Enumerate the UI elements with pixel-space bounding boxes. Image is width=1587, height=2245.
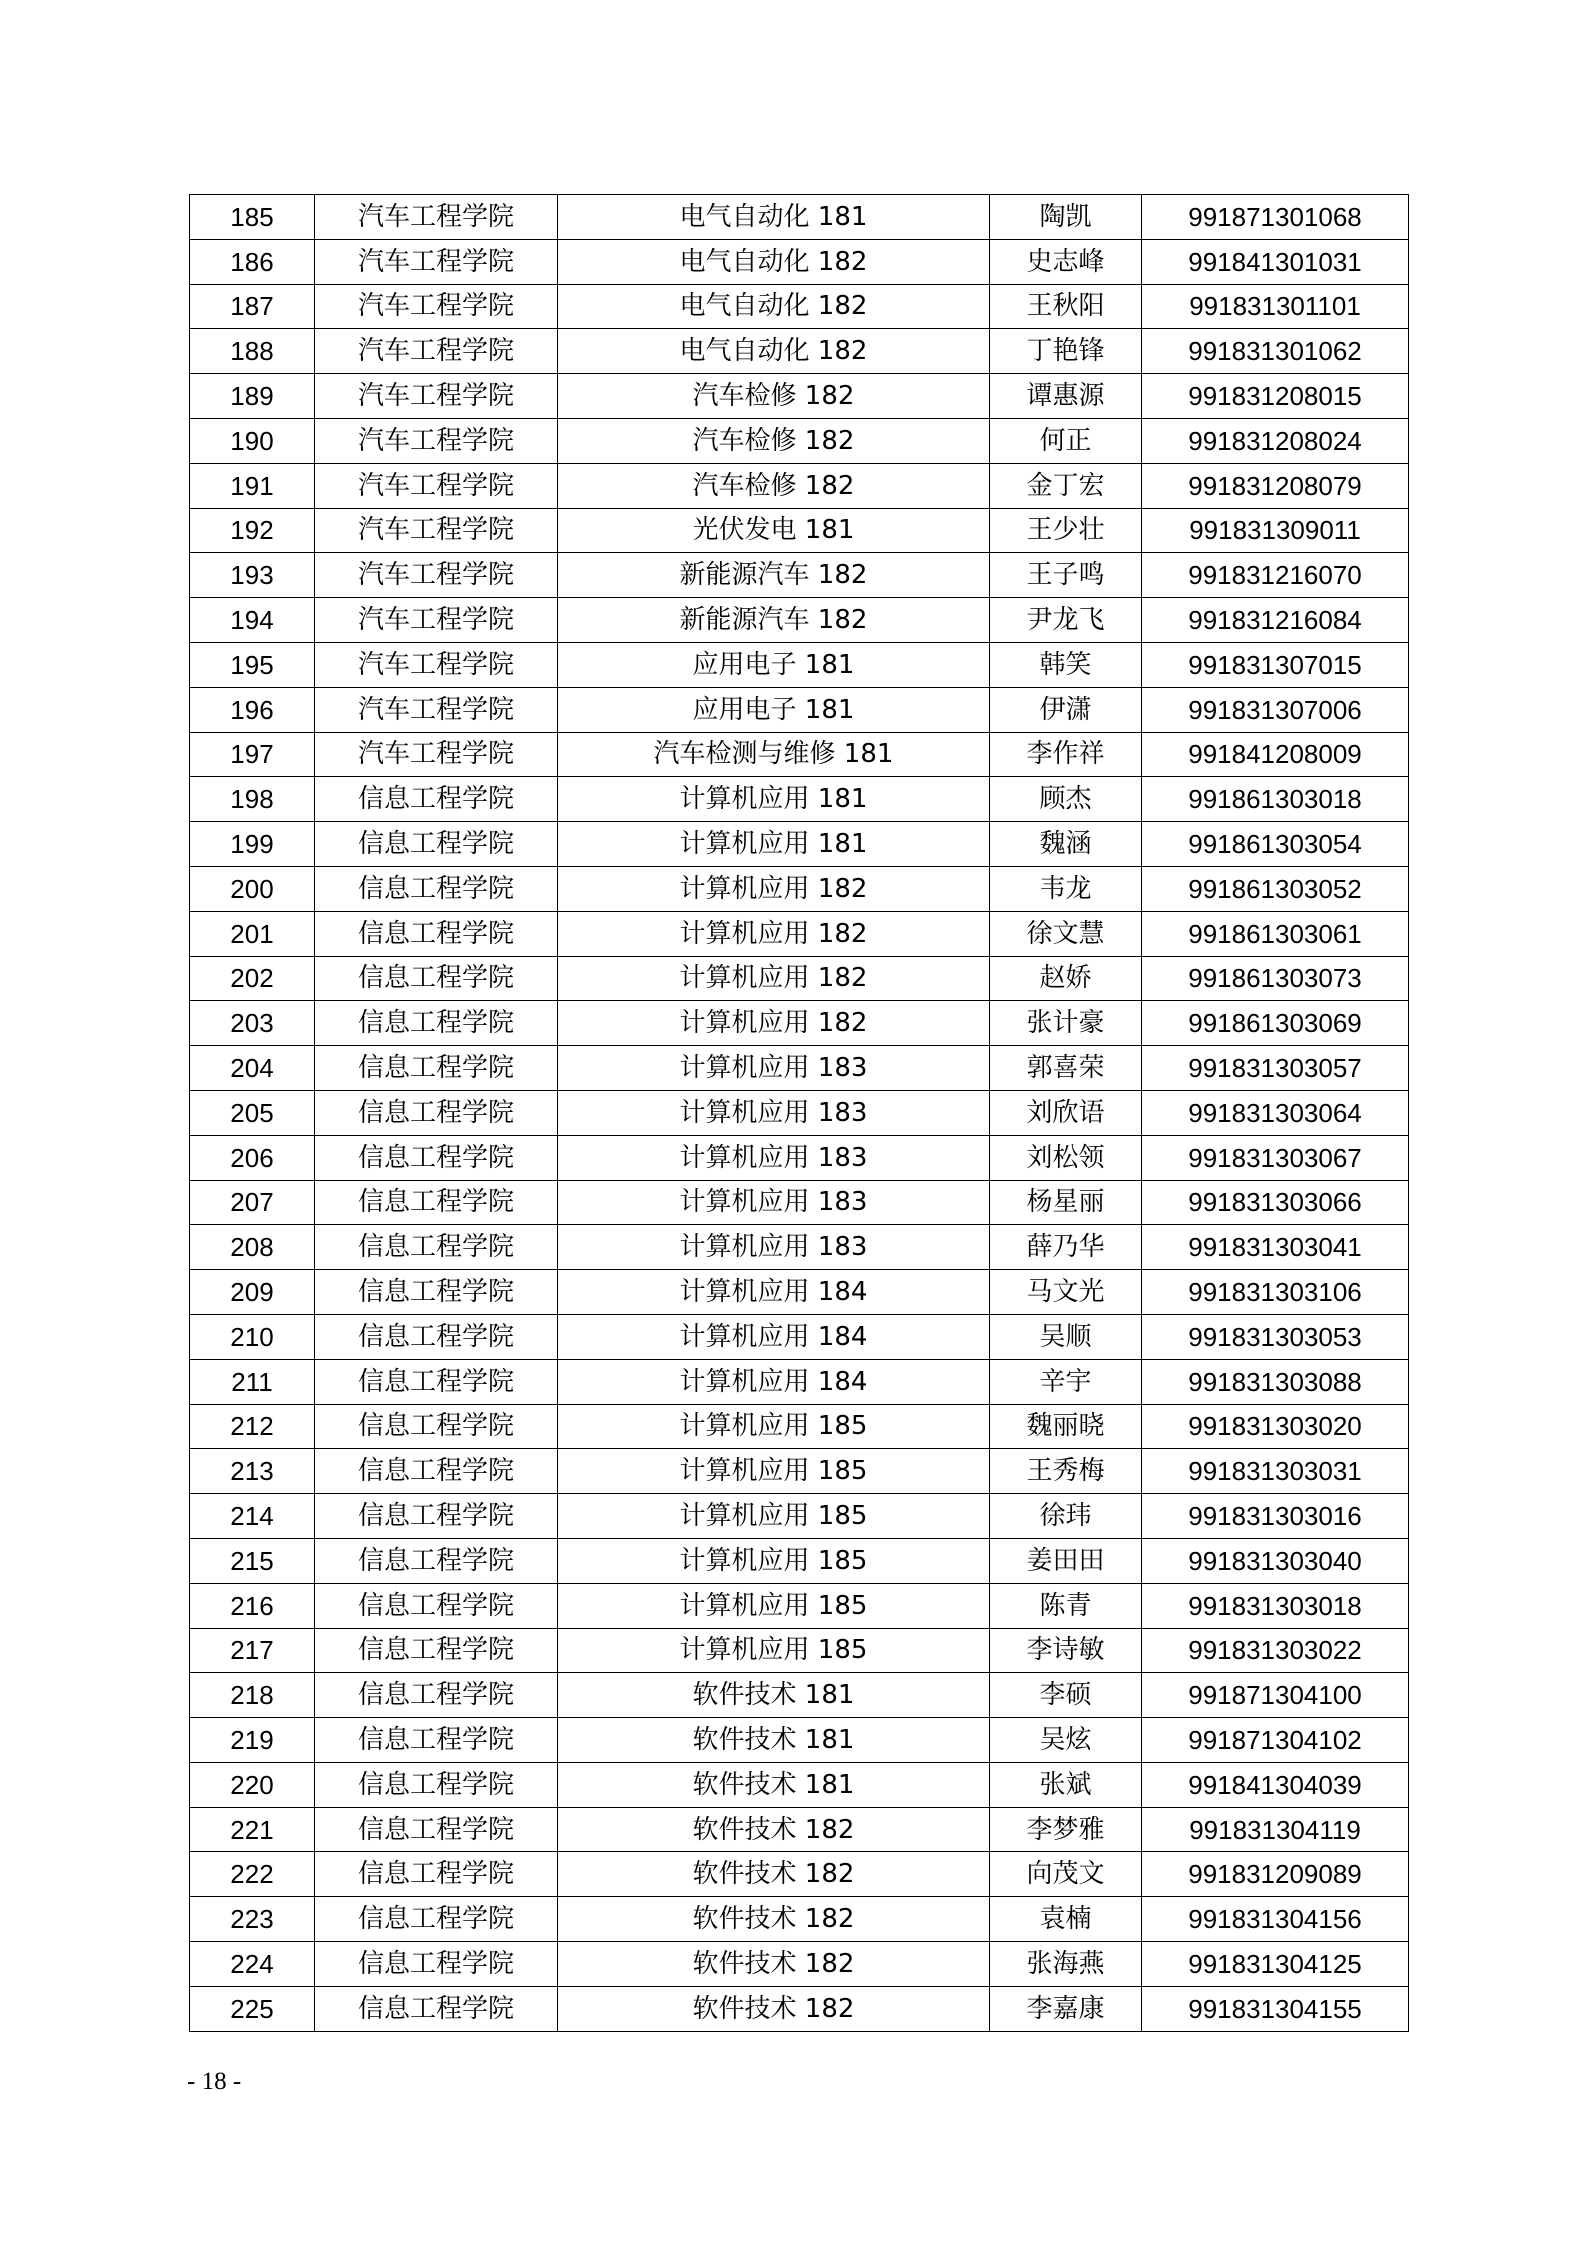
table-row (190, 195, 1409, 240)
row-number-cell: 208 (190, 1225, 315, 1270)
student-id-cell: 991871304100 (1142, 1673, 1409, 1718)
student-name-cell: 李诗敏 (990, 1628, 1142, 1673)
college-cell: 汽车工程学院 (315, 284, 558, 329)
class-cell: 新能源汽车 182 (558, 598, 990, 643)
class-cell: 计算机应用 183 (558, 1090, 990, 1135)
student-name-cell: 徐玮 (990, 1494, 1142, 1539)
table-row (190, 687, 1409, 732)
student-id-cell: 991841301031 (1142, 239, 1409, 284)
student-name-cell: 张海燕 (990, 1942, 1142, 1987)
class-cell: 计算机应用 185 (558, 1628, 990, 1673)
row-number-cell: 211 (190, 1359, 315, 1404)
row-number-cell: 202 (190, 956, 315, 1001)
row-number-cell: 188 (190, 329, 315, 374)
table-row (190, 732, 1409, 777)
class-cell: 计算机应用 184 (558, 1314, 990, 1359)
table-row (190, 374, 1409, 419)
table-row (190, 463, 1409, 508)
student-name-cell: 张计豪 (990, 1001, 1142, 1046)
college-cell: 信息工程学院 (315, 866, 558, 911)
table-row (190, 1538, 1409, 1583)
class-cell: 计算机应用 185 (558, 1538, 990, 1583)
table-row (190, 866, 1409, 911)
college-cell: 信息工程学院 (315, 1270, 558, 1315)
college-cell: 汽车工程学院 (315, 732, 558, 777)
row-number-cell: 195 (190, 642, 315, 687)
student-name-cell: 李硕 (990, 1673, 1142, 1718)
row-number-cell: 207 (190, 1180, 315, 1225)
table-row (190, 239, 1409, 284)
table-row (190, 1001, 1409, 1046)
student-name-cell: 袁楠 (990, 1897, 1142, 1942)
row-number-cell: 186 (190, 239, 315, 284)
student-name-cell: 刘松领 (990, 1135, 1142, 1180)
table-row (190, 1135, 1409, 1180)
student-id-cell: 991831304156 (1142, 1897, 1409, 1942)
class-cell: 电气自动化 182 (558, 284, 990, 329)
table-row (190, 911, 1409, 956)
row-number-cell: 198 (190, 777, 315, 822)
table-row (190, 1404, 1409, 1449)
college-cell: 汽车工程学院 (315, 553, 558, 598)
student-id-cell: 991831303088 (1142, 1359, 1409, 1404)
table-row (190, 1942, 1409, 1987)
row-number-cell: 205 (190, 1090, 315, 1135)
class-cell: 汽车检测与维修 181 (558, 732, 990, 777)
college-cell: 信息工程学院 (315, 1359, 558, 1404)
row-number-cell: 215 (190, 1538, 315, 1583)
table-row (190, 1359, 1409, 1404)
student-id-cell: 991831303016 (1142, 1494, 1409, 1539)
student-name-cell: 李嘉康 (990, 1986, 1142, 2031)
student-name-cell: 魏涵 (990, 822, 1142, 867)
row-number-cell: 204 (190, 1046, 315, 1091)
student-name-cell: 王秋阳 (990, 284, 1142, 329)
student-name-cell: 姜田田 (990, 1538, 1142, 1583)
student-name-cell: 李梦雅 (990, 1807, 1142, 1852)
student-name-cell: 王秀梅 (990, 1449, 1142, 1494)
row-number-cell: 189 (190, 374, 315, 419)
row-number-cell: 190 (190, 418, 315, 463)
table-row (190, 1628, 1409, 1673)
page-number: - 18 - (187, 2068, 242, 2095)
student-id-cell: 991831303031 (1142, 1449, 1409, 1494)
student-name-cell: 何正 (990, 418, 1142, 463)
student-id-cell: 991841208009 (1142, 732, 1409, 777)
class-cell: 计算机应用 185 (558, 1404, 990, 1449)
row-number-cell: 219 (190, 1718, 315, 1763)
student-name-cell: 薛乃华 (990, 1225, 1142, 1270)
student-id-cell: 991841304039 (1142, 1762, 1409, 1807)
class-cell: 计算机应用 183 (558, 1046, 990, 1091)
class-cell: 计算机应用 184 (558, 1270, 990, 1315)
student-id-cell: 991831216084 (1142, 598, 1409, 643)
student-name-cell: 陈青 (990, 1583, 1142, 1628)
student-id-cell: 991831304119 (1142, 1807, 1409, 1852)
class-cell: 汽车检修 182 (558, 463, 990, 508)
college-cell: 汽车工程学院 (315, 687, 558, 732)
class-cell: 计算机应用 183 (558, 1135, 990, 1180)
row-number-cell: 220 (190, 1762, 315, 1807)
table-row (190, 1449, 1409, 1494)
student-id-cell: 991831303053 (1142, 1314, 1409, 1359)
table-row (190, 1762, 1409, 1807)
student-name-cell: 史志峰 (990, 239, 1142, 284)
college-cell: 汽车工程学院 (315, 642, 558, 687)
table-row (190, 1852, 1409, 1897)
class-cell: 计算机应用 182 (558, 911, 990, 956)
student-name-cell: 魏丽晓 (990, 1404, 1142, 1449)
student-name-cell: 金丁宏 (990, 463, 1142, 508)
college-cell: 汽车工程学院 (315, 598, 558, 643)
row-number-cell: 196 (190, 687, 315, 732)
table-row (190, 1046, 1409, 1091)
college-cell: 信息工程学院 (315, 1628, 558, 1673)
row-number-cell: 191 (190, 463, 315, 508)
class-cell: 应用电子 181 (558, 642, 990, 687)
college-cell: 信息工程学院 (315, 911, 558, 956)
class-cell: 软件技术 181 (558, 1762, 990, 1807)
college-cell: 信息工程学院 (315, 777, 558, 822)
student-id-cell: 991871304102 (1142, 1718, 1409, 1763)
class-cell: 计算机应用 182 (558, 956, 990, 1001)
student-id-cell: 991831303018 (1142, 1583, 1409, 1628)
table-row (190, 1583, 1409, 1628)
student-name-cell: 马文光 (990, 1270, 1142, 1315)
row-number-cell: 185 (190, 195, 315, 240)
college-cell: 信息工程学院 (315, 1001, 558, 1046)
student-id-cell: 991831303040 (1142, 1538, 1409, 1583)
student-id-cell: 991861303073 (1142, 956, 1409, 1001)
table-row (190, 777, 1409, 822)
student-name-cell: 谭惠源 (990, 374, 1142, 419)
college-cell: 信息工程学院 (315, 1404, 558, 1449)
table-row (190, 284, 1409, 329)
college-cell: 信息工程学院 (315, 1583, 558, 1628)
college-cell: 信息工程学院 (315, 1538, 558, 1583)
student-id-cell: 991831303067 (1142, 1135, 1409, 1180)
class-cell: 软件技术 181 (558, 1673, 990, 1718)
student-name-cell: 吴炫 (990, 1718, 1142, 1763)
class-cell: 计算机应用 184 (558, 1359, 990, 1404)
row-number-cell: 225 (190, 1986, 315, 2031)
row-number-cell: 203 (190, 1001, 315, 1046)
row-number-cell: 210 (190, 1314, 315, 1359)
row-number-cell: 221 (190, 1807, 315, 1852)
row-number-cell: 193 (190, 553, 315, 598)
table-row (190, 1225, 1409, 1270)
student-id-cell: 991831307006 (1142, 687, 1409, 732)
student-name-cell: 张斌 (990, 1762, 1142, 1807)
class-cell: 汽车检修 182 (558, 374, 990, 419)
table-row (190, 508, 1409, 553)
row-number-cell: 201 (190, 911, 315, 956)
student-name-cell: 辛宇 (990, 1359, 1142, 1404)
table-row (190, 1807, 1409, 1852)
class-cell: 计算机应用 185 (558, 1583, 990, 1628)
table-row (190, 1986, 1409, 2031)
class-cell: 软件技术 182 (558, 1807, 990, 1852)
student-name-cell: 韩笑 (990, 642, 1142, 687)
class-cell: 新能源汽车 182 (558, 553, 990, 598)
college-cell: 汽车工程学院 (315, 239, 558, 284)
table-row (190, 1897, 1409, 1942)
college-cell: 信息工程学院 (315, 1494, 558, 1539)
class-cell: 光伏发电 181 (558, 508, 990, 553)
table-row (190, 598, 1409, 643)
class-cell: 软件技术 182 (558, 1852, 990, 1897)
class-cell: 计算机应用 182 (558, 866, 990, 911)
student-id-cell: 991831208024 (1142, 418, 1409, 463)
row-number-cell: 194 (190, 598, 315, 643)
student-name-cell: 徐文慧 (990, 911, 1142, 956)
row-number-cell: 217 (190, 1628, 315, 1673)
student-name-cell: 丁艳锋 (990, 329, 1142, 374)
student-id-cell: 991861303061 (1142, 911, 1409, 956)
table-row (190, 553, 1409, 598)
student-id-cell: 991871301068 (1142, 195, 1409, 240)
class-cell: 计算机应用 181 (558, 777, 990, 822)
class-cell: 电气自动化 182 (558, 329, 990, 374)
student-id-cell: 991831301101 (1142, 284, 1409, 329)
college-cell: 信息工程学院 (315, 1090, 558, 1135)
class-cell: 计算机应用 183 (558, 1180, 990, 1225)
college-cell: 信息工程学院 (315, 1762, 558, 1807)
student-name-cell: 陶凯 (990, 195, 1142, 240)
student-id-cell: 991831303041 (1142, 1225, 1409, 1270)
table-row (190, 329, 1409, 374)
table-row (190, 1270, 1409, 1315)
class-cell: 汽车检修 182 (558, 418, 990, 463)
student-id-cell: 991831303064 (1142, 1090, 1409, 1135)
row-number-cell: 197 (190, 732, 315, 777)
table-row (190, 642, 1409, 687)
row-number-cell: 214 (190, 1494, 315, 1539)
student-id-cell: 991831209089 (1142, 1852, 1409, 1897)
student-list-table (189, 194, 1409, 2032)
student-id-cell: 991831303022 (1142, 1628, 1409, 1673)
row-number-cell: 206 (190, 1135, 315, 1180)
row-number-cell: 222 (190, 1852, 315, 1897)
class-cell: 软件技术 182 (558, 1986, 990, 2031)
table-row (190, 956, 1409, 1001)
college-cell: 信息工程学院 (315, 1673, 558, 1718)
college-cell: 信息工程学院 (315, 1852, 558, 1897)
class-cell: 软件技术 181 (558, 1718, 990, 1763)
student-name-cell: 顾杰 (990, 777, 1142, 822)
student-name-cell: 杨星丽 (990, 1180, 1142, 1225)
college-cell: 汽车工程学院 (315, 329, 558, 374)
class-cell: 应用电子 181 (558, 687, 990, 732)
row-number-cell: 216 (190, 1583, 315, 1628)
student-name-cell: 吴顺 (990, 1314, 1142, 1359)
student-id-cell: 991831303020 (1142, 1404, 1409, 1449)
row-number-cell: 223 (190, 1897, 315, 1942)
table-row (190, 1673, 1409, 1718)
row-number-cell: 224 (190, 1942, 315, 1987)
class-cell: 电气自动化 181 (558, 195, 990, 240)
class-cell: 计算机应用 181 (558, 822, 990, 867)
student-name-cell: 向茂文 (990, 1852, 1142, 1897)
table-row (190, 1718, 1409, 1763)
student-name-cell: 赵娇 (990, 956, 1142, 1001)
row-number-cell: 192 (190, 508, 315, 553)
student-id-cell: 991831301062 (1142, 329, 1409, 374)
college-cell: 信息工程学院 (315, 1897, 558, 1942)
student-name-cell: 王子鸣 (990, 553, 1142, 598)
class-cell: 计算机应用 182 (558, 1001, 990, 1046)
student-id-cell: 991831303057 (1142, 1046, 1409, 1091)
student-id-cell: 991831304125 (1142, 1942, 1409, 1987)
college-cell: 汽车工程学院 (315, 195, 558, 240)
college-cell: 信息工程学院 (315, 1807, 558, 1852)
class-cell: 电气自动化 182 (558, 239, 990, 284)
row-number-cell: 199 (190, 822, 315, 867)
student-name-cell: 李作祥 (990, 732, 1142, 777)
class-cell: 计算机应用 185 (558, 1449, 990, 1494)
college-cell: 信息工程学院 (315, 1718, 558, 1763)
row-number-cell: 209 (190, 1270, 315, 1315)
college-cell: 汽车工程学院 (315, 418, 558, 463)
student-id-cell: 991831309011 (1142, 508, 1409, 553)
student-id-cell: 991831208015 (1142, 374, 1409, 419)
college-cell: 信息工程学院 (315, 1046, 558, 1091)
table-body (190, 195, 1409, 2032)
student-id-cell: 991831304155 (1142, 1986, 1409, 2031)
row-number-cell: 200 (190, 866, 315, 911)
row-number-cell: 213 (190, 1449, 315, 1494)
class-cell: 软件技术 182 (558, 1897, 990, 1942)
student-id-cell: 991831208079 (1142, 463, 1409, 508)
college-cell: 信息工程学院 (315, 822, 558, 867)
class-cell: 计算机应用 183 (558, 1225, 990, 1270)
row-number-cell: 187 (190, 284, 315, 329)
table-row (190, 1180, 1409, 1225)
table-row (190, 418, 1409, 463)
student-name-cell: 郭喜荣 (990, 1046, 1142, 1091)
student-id-cell: 991831307015 (1142, 642, 1409, 687)
college-cell: 汽车工程学院 (315, 463, 558, 508)
college-cell: 信息工程学院 (315, 1180, 558, 1225)
college-cell: 信息工程学院 (315, 1942, 558, 1987)
student-id-cell: 991861303069 (1142, 1001, 1409, 1046)
student-id-cell: 991861303054 (1142, 822, 1409, 867)
table-row (190, 1314, 1409, 1359)
table-row (190, 1090, 1409, 1135)
student-name-cell: 刘欣语 (990, 1090, 1142, 1135)
college-cell: 信息工程学院 (315, 1225, 558, 1270)
table-row (190, 1494, 1409, 1539)
college-cell: 信息工程学院 (315, 1449, 558, 1494)
student-name-cell: 伊潇 (990, 687, 1142, 732)
row-number-cell: 212 (190, 1404, 315, 1449)
student-name-cell: 尹龙飞 (990, 598, 1142, 643)
college-cell: 汽车工程学院 (315, 374, 558, 419)
table-row (190, 822, 1409, 867)
college-cell: 信息工程学院 (315, 1986, 558, 2031)
student-name-cell: 王少壮 (990, 508, 1142, 553)
row-number-cell: 218 (190, 1673, 315, 1718)
student-id-cell: 991831303106 (1142, 1270, 1409, 1315)
student-id-cell: 991861303018 (1142, 777, 1409, 822)
college-cell: 信息工程学院 (315, 956, 558, 1001)
student-id-cell: 991831216070 (1142, 553, 1409, 598)
class-cell: 计算机应用 185 (558, 1494, 990, 1539)
college-cell: 汽车工程学院 (315, 508, 558, 553)
college-cell: 信息工程学院 (315, 1314, 558, 1359)
class-cell: 软件技术 182 (558, 1942, 990, 1987)
student-id-cell: 991861303052 (1142, 866, 1409, 911)
student-id-cell: 991831303066 (1142, 1180, 1409, 1225)
college-cell: 信息工程学院 (315, 1135, 558, 1180)
student-name-cell: 韦龙 (990, 866, 1142, 911)
